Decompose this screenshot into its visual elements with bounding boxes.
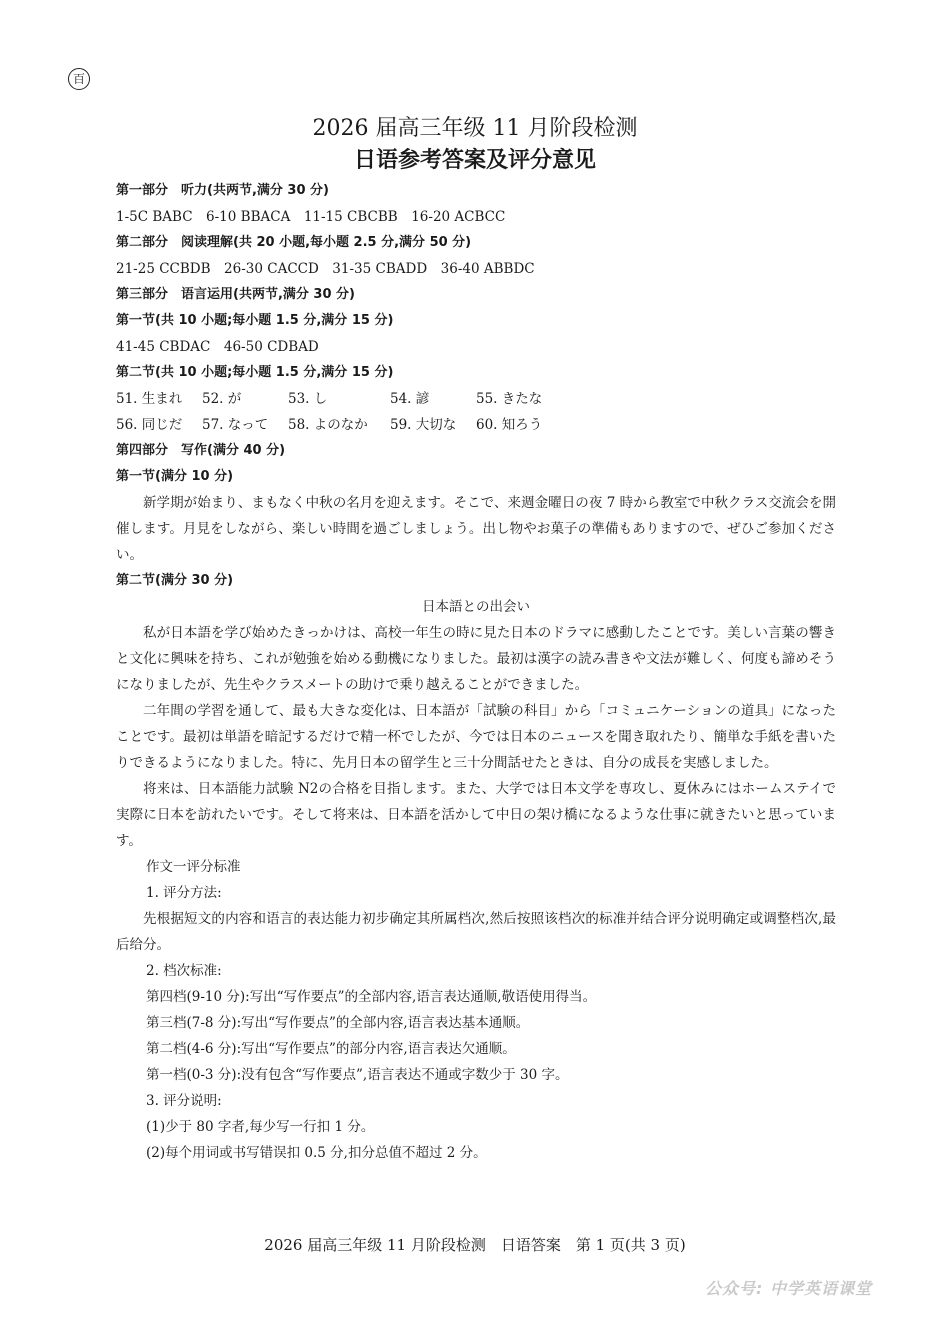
answer-58: 58. よのなか [288, 417, 368, 433]
essay-title: 日本語との出会い [422, 599, 530, 615]
answer-54: 54. 諺 [390, 391, 430, 407]
answer-52: 52. が [202, 391, 242, 407]
scoring-note-1: (1)少于 80 字者,每少写一行扣 1 分。 [146, 1119, 375, 1135]
part1-heading: 第一部分 听力(共两节,满分 30 分) [116, 183, 329, 198]
grade-1: 第一档(0-3 分):没有包含“写作要点”,语言表达不通或字数少于 30 字。 [146, 1067, 569, 1083]
grade-3: 第三档(7-8 分):写出“写作要点”的全部内容,语言表达基本通顺。 [146, 1015, 530, 1031]
essay-paragraph-1: 私が日本語を学び始めたきっかけは、高校一年生の時に見た日本のドラマに感動したことです。美しい言葉の響きと文化に興味を持ち、これが勉強を始める動機になりました。最初は漢字の読み書きや文法が難しく、何度も諦めそうになりましたが、先生やクラスメートの助けで乗り越えることができました。 [116, 625, 836, 693]
scoring-title: 作文一评分标准 [146, 859, 241, 875]
page-title: 2026 届高三年级 11 月阶段检测 [312, 116, 638, 141]
essay-paragraph-3: 将来は、日本語能力試験 N2の合格を目指します。また、大学では日本文学を専攻し、夏休みにはホームステイで実際に日本を訪れたいです。そして将来は、日本語を活かして中日の架け橋になるような仕事に就きたいと思っています。 [116, 781, 836, 849]
answer-content [116, 178, 836, 1166]
scoring-method-heading: 1. 评分方法: [146, 885, 222, 901]
part4-heading: 第四部分 写作(满分 40 分) [116, 443, 286, 458]
answer-53: 53. し [288, 391, 328, 407]
scoring-method-text: 先根据短文的内容和语言的表达能力初步确定其所属档次,然后按照该档次的标准并结合评分说明确定或调整档次,最后给分。 [116, 911, 836, 953]
answer-57: 57. なって [202, 417, 269, 433]
part3-section2-heading: 第二节(共 10 小题;每小题 1.5 分,满分 15 分) [116, 365, 394, 380]
grade-standard-heading: 2. 档次标准: [146, 963, 222, 979]
part3-heading: 第三部分 语言运用(共两节,满分 30 分) [116, 287, 355, 302]
part3-section1-answers: 41-45 CBDAC 46-50 CDBAD [116, 339, 319, 355]
school-logo: 百 [68, 68, 90, 90]
answer-55: 55. きたな [476, 391, 543, 407]
part1-answers: 1-5C BABC 6-10 BBACA 11-15 CBCBB 16-20 ACBCC [116, 209, 506, 225]
scoring-note-2: (2)每个用词或书写错误扣 0.5 分,扣分总值不超过 2 分。 [146, 1145, 487, 1161]
section1-model-answer: 新学期が始まり、まもなく中秋の名月を迎えます。そこで、来週金曜日の夜 7 時から教室で中秋クラス交流会を開催します。月見をしながら、楽しい時間を過ごしましょう。出し物やお菓子の準備もありますので、ぜひご参加ください。 [116, 495, 836, 563]
part3-section1-heading: 第一节(共 10 小题;每小题 1.5 分,满分 15 分) [116, 313, 394, 328]
scoring-notes-heading: 3. 评分说明: [146, 1093, 222, 1109]
part4-section2-heading: 第二节(满分 30 分) [116, 573, 234, 588]
answer-59: 59. 大切な [390, 417, 457, 433]
watermark: 公众号: 中学英语课堂 [705, 1279, 872, 1298]
part2-answers: 21-25 CCBDB 26-30 CACCD 31-35 CBADD 36-40 ABBDC [116, 261, 535, 277]
answer-51: 51. 生まれ [116, 391, 183, 407]
grade-2: 第二档(4-6 分):写出“写作要点”的部分内容,语言表达欠通顺。 [146, 1041, 516, 1057]
part2-heading: 第二部分 阅读理解(共 20 小题,每小题 2.5 分,满分 50 分) [116, 235, 472, 250]
answer-60: 60. 知ろう [476, 417, 543, 433]
part4-section1-heading: 第一节(满分 10 分) [116, 469, 234, 484]
grade-4: 第四档(9-10 分):写出“写作要点”的全部内容,语言表达通顺,敬语使用得当。 [146, 989, 597, 1005]
answer-56: 56. 同じだ [116, 417, 183, 433]
page-footer: 2026 届高三年级 11 月阶段检测 日语答案 第 1 页(共 3 页) [264, 1236, 686, 1254]
fill-answers-row-2 [116, 412, 836, 438]
page-subtitle: 日语参考答案及评分意见 [353, 148, 596, 173]
fill-answers-row-1 [116, 386, 836, 412]
essay-paragraph-2: 二年間の学習を通して、最も大きな変化は、日本語が「試験の科目」から「コミュニケーションの道具」になったことです。最初は単語を暗記するだけで精一杯でしたが、今では日本のニュースを聞き取れたり、簡単な手紙を書いたりできるようになりました。特に、先月日本の留学生と三十分間話せたときは、自分の成長を実感しました。 [116, 703, 836, 771]
